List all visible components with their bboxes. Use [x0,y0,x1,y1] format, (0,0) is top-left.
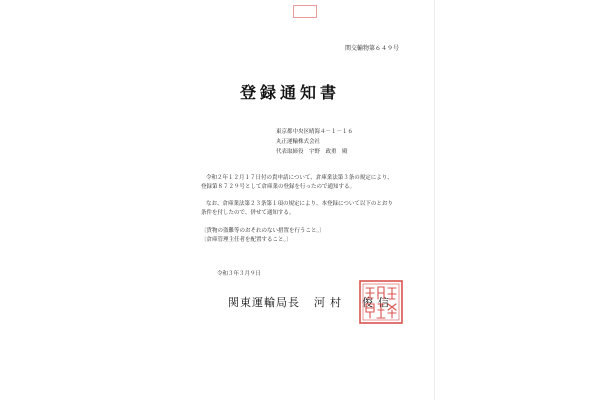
issuer-title: 関東運輸局長 [228,296,300,309]
condition-item: 〔倉庫管理主任者を配置すること。〕 [201,237,292,243]
recipient-company: 丸正運輸株式会社 [276,139,321,145]
issuer-name: 河村 俊信 [314,296,394,309]
top-stamp [293,5,317,18]
recipient-address: 東京都中央区晴海４－１－１６ [276,129,354,135]
document-title: 登録通知書 [240,83,341,102]
body-line: なお、倉庫業法第２３条第１項の規定により、本登録について以下のとおり [206,201,393,207]
condition-item: 〔貨物の盗難等のおそれのない措置を行うこと。〕 [201,228,325,234]
body-line: 条件を付したので、併せて通知する。 [201,210,295,216]
body-line: 令和２年１２月１７日付の貴申請について、倉庫業法第３条の規定により、 [206,175,393,181]
recipient-representative: 代表取締役 宇野 政重 殿 [276,149,348,155]
body-line: 登録第８７２９号として倉庫業の登録を行ったので通知する。 [201,184,356,190]
official-seal [358,279,404,325]
issue-date: 令和３年３月９日 [217,271,262,277]
document-number: 関交輸物第６４９号 [345,45,400,52]
